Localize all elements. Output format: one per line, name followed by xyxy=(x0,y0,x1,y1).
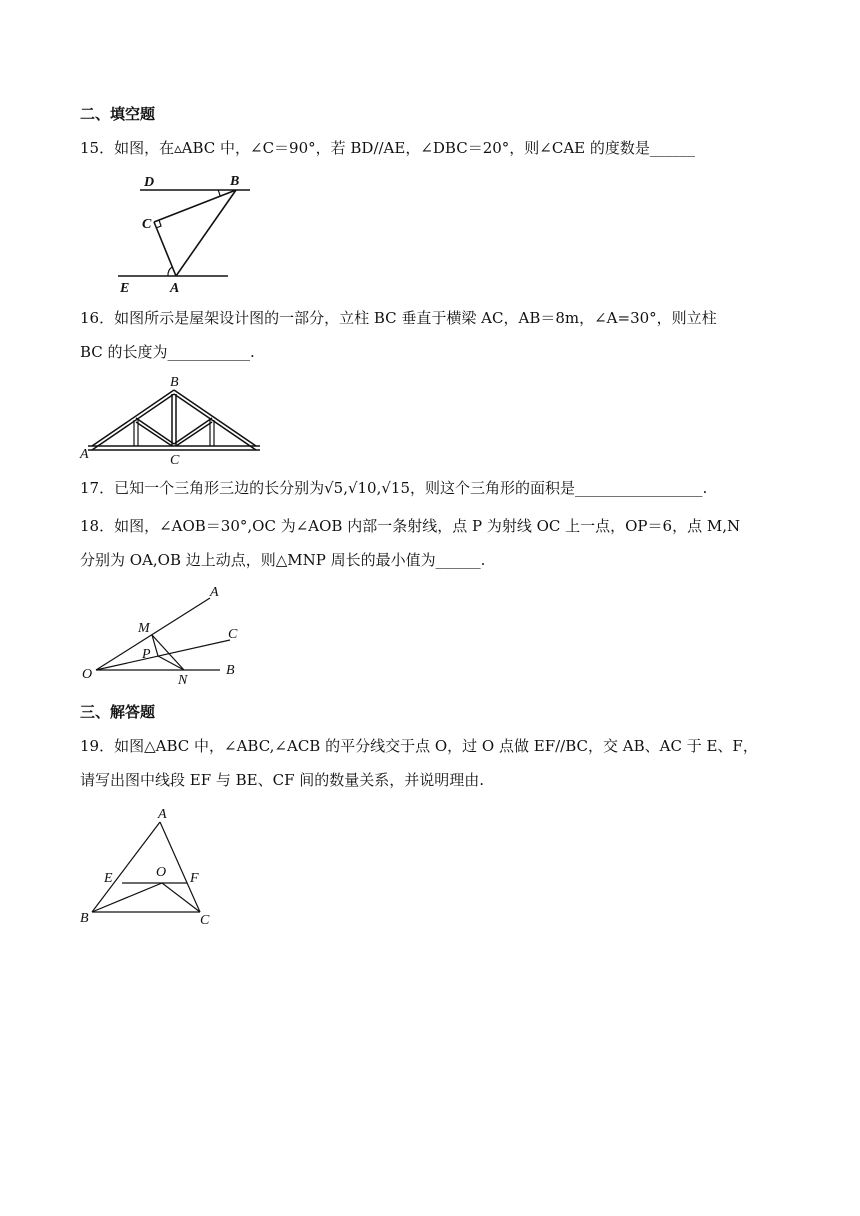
label-q19-A: A xyxy=(158,807,167,822)
label-q15-C: C xyxy=(142,217,152,232)
label-q15-D: D xyxy=(144,175,155,190)
label-q19-E: E xyxy=(104,871,113,886)
label-q16-C: C xyxy=(170,453,180,468)
question-16-text-line2: BC 的长度为___________. xyxy=(80,343,255,361)
label-q18-C: C xyxy=(228,627,238,642)
label-q18-O: O xyxy=(82,667,93,682)
label-q19-O: O xyxy=(156,865,167,880)
label-q19-F: F xyxy=(190,871,199,886)
label-q15-E: E xyxy=(120,281,130,296)
question-19-text-line1: 19．如图△ABC 中，∠ABC,∠ACB 的平分线交于点 O，过 O 点做 EF//BC，交 AB、AC 于 E、F， xyxy=(80,737,758,755)
question-17-text: 17．已知一个三角形三边的长分别为√5,√10,√15，则这个三角形的面积是_________________. xyxy=(80,479,708,497)
figure-q19 xyxy=(76,800,236,932)
label-q16-A: A xyxy=(80,447,89,462)
label-q18-A: A xyxy=(210,585,219,600)
question-18-text-line1: 18．如图，∠AOB＝30°,OC 为∠AOB 内部一条射线，点 P 为射线 OC 上一点，OP＝6，点 M,N xyxy=(80,517,741,535)
question-18-text-line2: 分别为 OA,OB 边上动点，则△MNP 周长的最小值为______. xyxy=(80,551,486,569)
label-q15-A: A xyxy=(170,281,180,296)
label-q16-B: B xyxy=(170,375,179,390)
label-q15-B: B xyxy=(230,174,240,189)
figure-q16 xyxy=(80,372,270,468)
label-q18-P: P xyxy=(142,647,151,662)
label-q19-C: C xyxy=(200,913,210,928)
question-15-text: 15．如图，在▵ABC 中，∠C＝90°，若 BD//AE，∠DBC＝20°，则∠CAE 的度数是______ xyxy=(80,139,695,157)
section-heading-answer: 三、解答题 xyxy=(80,703,156,721)
figure-q15 xyxy=(110,168,270,298)
question-16-text-line1: 16．如图所示是屋架设计图的一部分，立柱 BC 垂直于横梁 AC，AB＝8m，∠A=30°，则立柱 xyxy=(80,309,717,327)
section-heading-fill-in: 二、填空题 xyxy=(80,105,156,123)
label-q18-B: B xyxy=(226,663,235,678)
figure-q18 xyxy=(80,582,260,692)
label-q18-N: N xyxy=(178,673,188,688)
label-q18-M: M xyxy=(138,621,150,636)
question-19-text-line2: 请写出图中线段 EF 与 BE、CF 间的数量关系，并说明理由. xyxy=(80,771,485,789)
label-q19-B: B xyxy=(80,911,89,926)
